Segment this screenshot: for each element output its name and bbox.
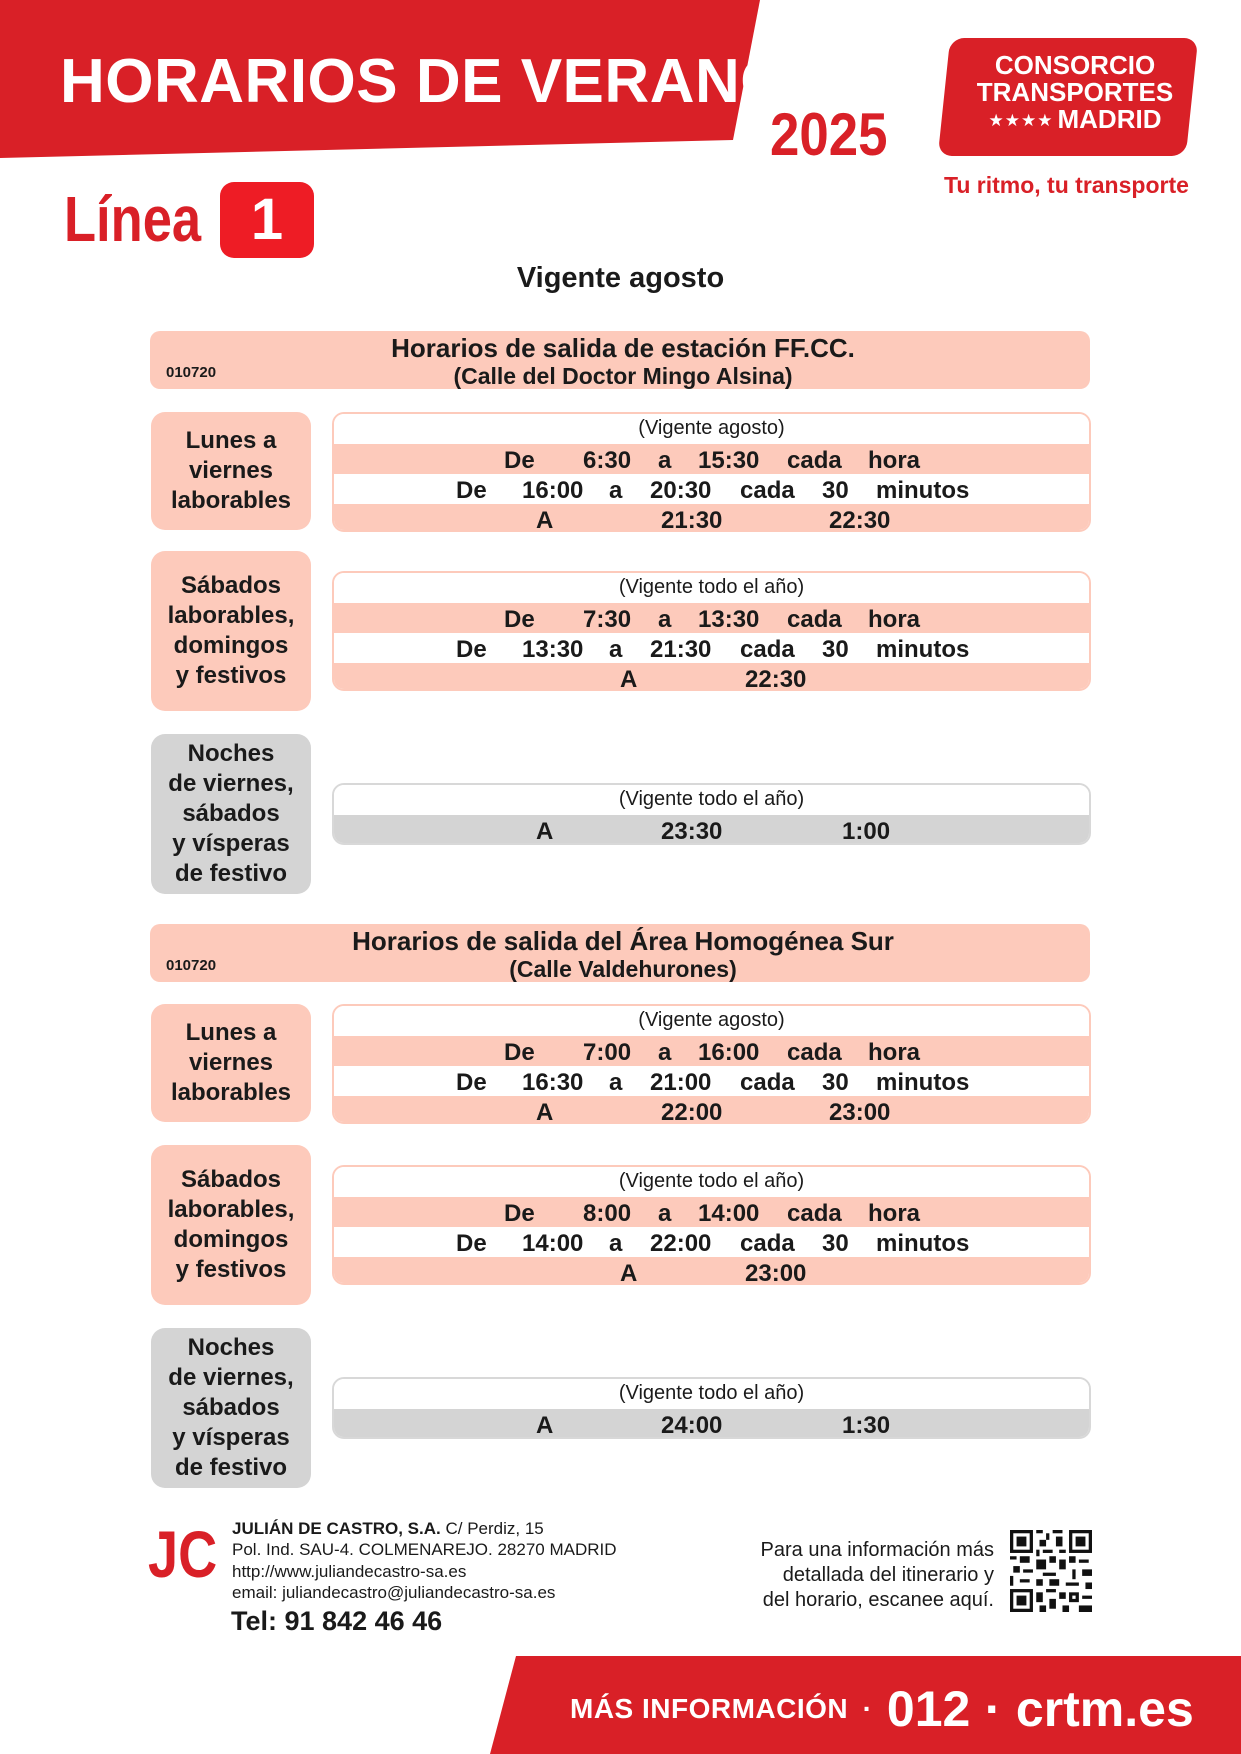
schedule-weekdays bbox=[332, 412, 1091, 532]
schedule-note: (Vigente todo el año) bbox=[334, 1379, 1089, 1409]
company-website-link[interactable]: http://www.juliandecastro-sa.es bbox=[232, 1562, 467, 1581]
line-number-badge: 1 bbox=[220, 182, 314, 258]
schedule-row: De 6:30 a 15:30 cada hora bbox=[334, 444, 1089, 474]
schedule-nights bbox=[332, 1377, 1091, 1439]
schedule-weekend bbox=[332, 1165, 1091, 1285]
day-label-nights: Noches de viernes, sábados y vísperas de festivo bbox=[151, 734, 311, 894]
schedule-row: De 16:00 a 20:30 cada 30 minutos bbox=[334, 474, 1089, 504]
schedule-note: (Vigente agosto) bbox=[334, 1006, 1089, 1036]
day-label-weekdays: Lunes a viernes laborables bbox=[151, 1004, 311, 1122]
day-label-weekend: Sábados laborables, domingos y festivos bbox=[151, 1145, 311, 1305]
crtm-logo bbox=[960, 52, 1190, 134]
schedule-row: De 13:30 a 21:30 cada 30 minutos bbox=[334, 633, 1089, 663]
separator: · bbox=[862, 1693, 873, 1724]
schedule-row: De 7:30 a 13:30 cada hora bbox=[334, 603, 1089, 633]
qr-code-icon[interactable] bbox=[1010, 1530, 1092, 1612]
schedule-note: (Vigente todo el año) bbox=[334, 785, 1089, 815]
page-title: HORARIOS DE VERANO bbox=[60, 47, 789, 116]
logo-line-2: TRANSPORTES bbox=[976, 77, 1174, 107]
schedule-row: De 7:00 a 16:00 cada hora bbox=[334, 1036, 1089, 1066]
logo-line-1: CONSORCIO bbox=[994, 50, 1156, 80]
validity-heading: Vigente agosto bbox=[516, 262, 725, 294]
line-label: Línea bbox=[64, 183, 202, 255]
footer-info bbox=[570, 1680, 1194, 1738]
schedule-note: (Vigente todo el año) bbox=[334, 1167, 1089, 1197]
schedule-weekdays bbox=[332, 1004, 1091, 1124]
qr-instructions: Para una información más detallada del itinerario y del horario, escanee aquí. bbox=[760, 1539, 994, 1611]
section-2-code: 010720 bbox=[166, 957, 217, 974]
schedule-note: (Vigente agosto) bbox=[334, 414, 1089, 444]
section-2-subtitle: (Calle Valdehurones) bbox=[509, 956, 737, 982]
star-icons: ★★★★ bbox=[988, 111, 1054, 130]
more-info-label: MÁS INFORMACIÓN bbox=[570, 1693, 849, 1724]
schedule-row: De 8:00 a 14:00 cada hora bbox=[334, 1197, 1089, 1227]
day-label-weekend: Sábados laborables, domingos y festivos bbox=[151, 551, 311, 711]
schedule-weekend bbox=[332, 571, 1091, 691]
schedule-row: A 23:30 1:00 bbox=[334, 815, 1089, 845]
info-phone: 012 bbox=[886, 1681, 971, 1737]
separator: · bbox=[984, 1681, 1002, 1737]
schedule-row: A 22:30 bbox=[334, 663, 1089, 691]
day-label-nights: Noches de viernes, sábados y vísperas de festivo bbox=[151, 1328, 311, 1488]
section-2-title: Horarios de salida del Área Homogénea Sur bbox=[352, 926, 894, 956]
schedule-row: A 23:00 bbox=[334, 1257, 1089, 1285]
day-label-weekdays: Lunes a viernes laborables bbox=[151, 412, 311, 530]
schedule-row: De 16:30 a 21:00 cada 30 minutos bbox=[334, 1066, 1089, 1096]
company-logo: JC bbox=[148, 1517, 218, 1591]
schedule-nights bbox=[332, 783, 1091, 845]
logo-line-3: MADRID bbox=[1057, 104, 1162, 134]
tagline: Tu ritmo, tu transporte bbox=[944, 172, 1189, 198]
company-phone: Tel: 91 842 46 46 bbox=[231, 1606, 443, 1636]
crtm-website-link[interactable]: crtm.es bbox=[1015, 1681, 1194, 1737]
company-address: Pol. Ind. SAU-4. COLMENAREJO. 28270 MADRID bbox=[232, 1540, 617, 1559]
year-label: 2025 bbox=[770, 101, 888, 168]
schedule-row: De 14:00 a 22:00 cada 30 minutos bbox=[334, 1227, 1089, 1257]
company-email[interactable]: email: juliandecastro@juliandecastro-sa.es bbox=[232, 1583, 556, 1602]
company-name-line: JULIÁN DE CASTRO, S.A. C/ Perdiz, 15 bbox=[232, 1519, 544, 1538]
schedule-note: (Vigente todo el año) bbox=[334, 573, 1089, 603]
schedule-row: A 24:00 1:30 bbox=[334, 1409, 1089, 1439]
section-1-subtitle: (Calle del Doctor Mingo Alsina) bbox=[453, 363, 793, 389]
section-1-code: 010720 bbox=[166, 364, 217, 381]
schedule-row: A 21:30 22:30 bbox=[334, 504, 1089, 532]
section-1-title: Horarios de salida de estación FF.CC. bbox=[391, 333, 855, 363]
schedule-row: A 22:00 23:00 bbox=[334, 1096, 1089, 1124]
